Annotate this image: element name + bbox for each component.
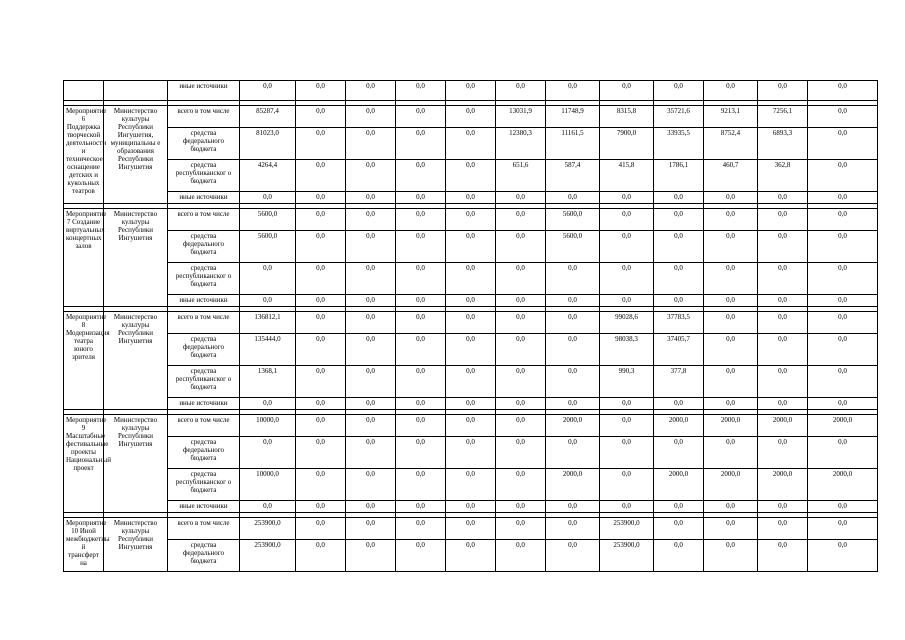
value-cell: 0,0: [396, 437, 446, 469]
value-cell: 10000,0: [240, 415, 296, 437]
value-cell: 0,0: [808, 81, 878, 101]
value-cell: 0,0: [346, 128, 396, 160]
value-cell: 0,0: [808, 160, 878, 192]
table-row: [64, 263, 878, 295]
value-cell: 0,0: [240, 263, 296, 295]
value-cell: 0,0: [600, 263, 654, 295]
value-cell: 0,0: [600, 437, 654, 469]
value-cell: 0,0: [654, 398, 704, 410]
funding-source-cell: всего в том числе: [168, 415, 240, 437]
value-cell: 0,0: [446, 295, 496, 307]
value-cell: 0,0: [546, 263, 600, 295]
funding-source-cell: всего в том числе: [168, 518, 240, 540]
funding-source-cell: средства федерального бюджета: [168, 540, 240, 572]
value-cell: 0,0: [758, 540, 808, 572]
value-cell: 0,0: [396, 209, 446, 231]
value-cell: 0,0: [296, 209, 346, 231]
funding-source-cell: всего в том числе: [168, 106, 240, 128]
value-cell: 0,0: [346, 334, 396, 366]
funding-table: [63, 80, 878, 572]
value-cell: 0,0: [496, 295, 546, 307]
funding-source-cell: средства республиканског о бюджета: [168, 263, 240, 295]
value-cell: 5600,0: [240, 209, 296, 231]
value-cell: 0,0: [446, 415, 496, 437]
value-cell: 0,0: [396, 366, 446, 398]
value-cell: 0,0: [758, 518, 808, 540]
activity-name-cell: Мероприятие 8 Модернизация театра юного зрителя: [64, 312, 104, 410]
value-cell: 0,0: [546, 81, 600, 101]
value-cell: 13031,9: [496, 106, 546, 128]
value-cell: 0,0: [600, 501, 654, 513]
value-cell: 0,0: [346, 160, 396, 192]
value-cell: 253900,0: [240, 518, 296, 540]
value-cell: 2000,0: [808, 469, 878, 501]
value-cell: 0,0: [496, 415, 546, 437]
value-cell: 0,0: [704, 366, 758, 398]
value-cell: 85287,4: [240, 106, 296, 128]
value-cell: 0,0: [496, 437, 546, 469]
table-row: [64, 437, 878, 469]
value-cell: 0,0: [396, 106, 446, 128]
value-cell: 0,0: [296, 469, 346, 501]
table-row: [64, 231, 878, 263]
value-cell: 0,0: [704, 209, 758, 231]
value-cell: 5600,0: [240, 231, 296, 263]
value-cell: 0,0: [808, 518, 878, 540]
value-cell: 0,0: [446, 128, 496, 160]
value-cell: 0,0: [346, 366, 396, 398]
table-row: [64, 469, 878, 501]
value-cell: 253900,0: [240, 540, 296, 572]
value-cell: 0,0: [296, 192, 346, 204]
value-cell: 0,0: [240, 81, 296, 101]
value-cell: 0,0: [704, 518, 758, 540]
value-cell: 0,0: [704, 540, 758, 572]
value-cell: 0,0: [704, 192, 758, 204]
value-cell: 0,0: [546, 398, 600, 410]
value-cell: 0,0: [296, 518, 346, 540]
value-cell: 0,0: [296, 540, 346, 572]
value-cell: 0,0: [446, 518, 496, 540]
value-cell: 0,0: [346, 231, 396, 263]
value-cell: 0,0: [496, 312, 546, 334]
value-cell: 0,0: [808, 366, 878, 398]
value-cell: 0,0: [396, 263, 446, 295]
value-cell: 5600,0: [546, 209, 600, 231]
value-cell: 0,0: [496, 398, 546, 410]
funding-source-cell: средства республиканског о бюджета: [168, 160, 240, 192]
table-row: [64, 501, 878, 513]
value-cell: 81023,0: [240, 128, 296, 160]
executor-cell: Министерство культуры Республики Ингушетия: [104, 312, 168, 410]
value-cell: 0,0: [808, 398, 878, 410]
value-cell: 0,0: [446, 334, 496, 366]
value-cell: 253900,0: [600, 518, 654, 540]
value-cell: 98038,3: [600, 334, 654, 366]
table-row: [64, 312, 878, 334]
value-cell: 2000,0: [546, 415, 600, 437]
value-cell: 377,8: [654, 366, 704, 398]
value-cell: 0,0: [396, 334, 446, 366]
value-cell: 8315,8: [600, 106, 654, 128]
value-cell: 0,0: [240, 398, 296, 410]
value-cell: 0,0: [758, 501, 808, 513]
value-cell: 0,0: [496, 469, 546, 501]
value-cell: 0,0: [446, 469, 496, 501]
value-cell: 135444,0: [240, 334, 296, 366]
value-cell: 0,0: [808, 209, 878, 231]
activity-name-cell: [64, 81, 104, 101]
value-cell: 0,0: [546, 334, 600, 366]
value-cell: 11161,5: [546, 128, 600, 160]
value-cell: 0,0: [808, 540, 878, 572]
value-cell: 0,0: [396, 518, 446, 540]
value-cell: 2000,0: [704, 469, 758, 501]
funding-source-cell: средства федерального бюджета: [168, 437, 240, 469]
value-cell: 0,0: [446, 263, 496, 295]
value-cell: 0,0: [396, 192, 446, 204]
value-cell: 0,0: [240, 437, 296, 469]
value-cell: 0,0: [808, 437, 878, 469]
value-cell: 0,0: [496, 81, 546, 101]
value-cell: 0,0: [296, 415, 346, 437]
value-cell: 0,0: [654, 209, 704, 231]
value-cell: 2000,0: [758, 469, 808, 501]
value-cell: 0,0: [496, 518, 546, 540]
value-cell: 0,0: [654, 501, 704, 513]
value-cell: 0,0: [496, 192, 546, 204]
value-cell: 0,0: [346, 469, 396, 501]
value-cell: 0,0: [346, 106, 396, 128]
value-cell: 2000,0: [808, 415, 878, 437]
value-cell: 0,0: [296, 106, 346, 128]
funding-source-cell: всего в том числе: [168, 209, 240, 231]
value-cell: 0,0: [704, 501, 758, 513]
funding-source-cell: иные источники: [168, 398, 240, 410]
value-cell: 0,0: [496, 209, 546, 231]
value-cell: 2000,0: [654, 415, 704, 437]
value-cell: 0,0: [808, 334, 878, 366]
funding-source-cell: всего в том числе: [168, 312, 240, 334]
value-cell: 0,0: [600, 81, 654, 101]
value-cell: 460,7: [704, 160, 758, 192]
value-cell: 7256,1: [758, 106, 808, 128]
value-cell: 415,8: [600, 160, 654, 192]
value-cell: 0,0: [346, 81, 396, 101]
value-cell: 0,0: [808, 231, 878, 263]
value-cell: 0,0: [758, 312, 808, 334]
value-cell: 0,0: [654, 263, 704, 295]
funding-source-cell: средства федерального бюджета: [168, 231, 240, 263]
table-row: [64, 209, 878, 231]
value-cell: 0,0: [704, 231, 758, 263]
value-cell: 0,0: [758, 231, 808, 263]
value-cell: 0,0: [600, 192, 654, 204]
value-cell: 35721,6: [654, 106, 704, 128]
value-cell: 0,0: [346, 415, 396, 437]
value-cell: 0,0: [446, 81, 496, 101]
value-cell: 0,0: [296, 501, 346, 513]
value-cell: 0,0: [600, 469, 654, 501]
value-cell: 0,0: [600, 415, 654, 437]
table-row: [64, 106, 878, 128]
value-cell: 33935,5: [654, 128, 704, 160]
activity-name-cell: Мероприятие 10 Иной межбюджетны й трансферт на: [64, 518, 104, 572]
value-cell: 0,0: [496, 334, 546, 366]
value-cell: 0,0: [758, 437, 808, 469]
value-cell: 0,0: [296, 437, 346, 469]
value-cell: 0,0: [296, 231, 346, 263]
value-cell: 0,0: [758, 192, 808, 204]
table-row: [64, 518, 878, 540]
value-cell: 0,0: [758, 209, 808, 231]
value-cell: 0,0: [396, 501, 446, 513]
value-cell: 0,0: [396, 398, 446, 410]
value-cell: 0,0: [654, 518, 704, 540]
value-cell: 0,0: [296, 160, 346, 192]
table-row: [64, 398, 878, 410]
value-cell: 0,0: [758, 81, 808, 101]
table-row: [64, 295, 878, 307]
value-cell: 0,0: [346, 192, 396, 204]
value-cell: 0,0: [296, 295, 346, 307]
funding-source-cell: средства федерального бюджета: [168, 128, 240, 160]
value-cell: 7900,0: [600, 128, 654, 160]
value-cell: 0,0: [546, 501, 600, 513]
value-cell: 0,0: [758, 334, 808, 366]
value-cell: 0,0: [346, 312, 396, 334]
value-cell: 0,0: [546, 192, 600, 204]
value-cell: 0,0: [546, 540, 600, 572]
value-cell: 0,0: [654, 540, 704, 572]
value-cell: 0,0: [808, 106, 878, 128]
value-cell: 0,0: [600, 231, 654, 263]
value-cell: 0,0: [808, 501, 878, 513]
value-cell: 0,0: [346, 540, 396, 572]
value-cell: 0,0: [758, 398, 808, 410]
funding-source-cell: средства федерального бюджета: [168, 334, 240, 366]
value-cell: 0,0: [346, 263, 396, 295]
value-cell: 0,0: [546, 295, 600, 307]
value-cell: 0,0: [296, 81, 346, 101]
activity-name-cell: Мероприятие 7 Создание виртуальных концертных залов: [64, 209, 104, 307]
value-cell: 0,0: [396, 160, 446, 192]
funding-source-cell: иные источники: [168, 192, 240, 204]
executor-cell: Министерство культуры Республики Ингушетия: [104, 415, 168, 513]
value-cell: 0,0: [600, 209, 654, 231]
value-cell: 587,4: [546, 160, 600, 192]
value-cell: 0,0: [704, 437, 758, 469]
value-cell: 0,0: [346, 501, 396, 513]
value-cell: 0,0: [546, 437, 600, 469]
value-cell: 0,0: [346, 518, 396, 540]
executor-cell: Министерство культуры Республики Ингушетия: [104, 209, 168, 307]
value-cell: 0,0: [346, 398, 396, 410]
value-cell: 362,8: [758, 160, 808, 192]
value-cell: 0,0: [296, 128, 346, 160]
value-cell: 0,0: [654, 231, 704, 263]
table-row: [64, 366, 878, 398]
value-cell: 0,0: [600, 398, 654, 410]
value-cell: 0,0: [546, 312, 600, 334]
value-cell: 2000,0: [654, 469, 704, 501]
value-cell: 0,0: [446, 501, 496, 513]
value-cell: 12380,3: [496, 128, 546, 160]
value-cell: 2000,0: [704, 415, 758, 437]
funding-source-cell: средства республиканског о бюджета: [168, 469, 240, 501]
value-cell: 5600,0: [546, 231, 600, 263]
table-row: [64, 415, 878, 437]
value-cell: 0,0: [808, 295, 878, 307]
value-cell: 0,0: [396, 128, 446, 160]
value-cell: 0,0: [446, 192, 496, 204]
table-row: [64, 160, 878, 192]
table-row: [64, 192, 878, 204]
funding-source-cell: иные источники: [168, 295, 240, 307]
executor-cell: [104, 81, 168, 101]
value-cell: 0,0: [240, 192, 296, 204]
activity-name-cell: Мероприятие 6 Поддержка творческой деятельности и техническое оснащение детских и кукольных театров: [64, 106, 104, 204]
value-cell: 0,0: [654, 437, 704, 469]
value-cell: 0,0: [296, 263, 346, 295]
value-cell: 0,0: [346, 437, 396, 469]
value-cell: 4264,4: [240, 160, 296, 192]
value-cell: 0,0: [704, 398, 758, 410]
funding-source-cell: средства республиканског о бюджета: [168, 366, 240, 398]
value-cell: 0,0: [808, 263, 878, 295]
funding-source-cell: иные источники: [168, 501, 240, 513]
value-cell: 0,0: [446, 366, 496, 398]
value-cell: 0,0: [758, 295, 808, 307]
value-cell: 0,0: [704, 295, 758, 307]
value-cell: 0,0: [808, 128, 878, 160]
value-cell: 0,0: [704, 81, 758, 101]
table-row: [64, 540, 878, 572]
value-cell: 99028,6: [600, 312, 654, 334]
value-cell: 0,0: [240, 501, 296, 513]
value-cell: 0,0: [496, 366, 546, 398]
value-cell: 0,0: [296, 366, 346, 398]
value-cell: 0,0: [396, 81, 446, 101]
value-cell: 0,0: [808, 192, 878, 204]
value-cell: 11748,9: [546, 106, 600, 128]
value-cell: 0,0: [600, 295, 654, 307]
value-cell: 136812,1: [240, 312, 296, 334]
value-cell: 0,0: [808, 312, 878, 334]
value-cell: 990,3: [600, 366, 654, 398]
executor-cell: Министерство культуры Республики Ингушетия, муниципальны е образования Республики Ингушетия: [104, 106, 168, 204]
executor-cell: Министерство культуры Республики Ингушетия: [104, 518, 168, 572]
table-row: [64, 128, 878, 160]
table-row: [64, 81, 878, 101]
value-cell: 0,0: [654, 81, 704, 101]
value-cell: 0,0: [346, 209, 396, 231]
value-cell: 0,0: [396, 415, 446, 437]
value-cell: 6893,3: [758, 128, 808, 160]
value-cell: 0,0: [446, 312, 496, 334]
value-cell: 2000,0: [758, 415, 808, 437]
value-cell: 0,0: [496, 263, 546, 295]
value-cell: 0,0: [396, 469, 446, 501]
value-cell: 0,0: [654, 295, 704, 307]
value-cell: 2000,0: [546, 469, 600, 501]
value-cell: 0,0: [704, 263, 758, 295]
value-cell: 8752,4: [704, 128, 758, 160]
activity-name-cell: Мероприятие 9 Масштабные фестивальные проекты Национальный проект: [64, 415, 104, 513]
value-cell: 0,0: [758, 366, 808, 398]
value-cell: 0,0: [446, 160, 496, 192]
value-cell: 0,0: [346, 295, 396, 307]
value-cell: 0,0: [758, 263, 808, 295]
value-cell: 0,0: [496, 501, 546, 513]
value-cell: 0,0: [296, 334, 346, 366]
value-cell: 0,0: [396, 295, 446, 307]
value-cell: 0,0: [446, 398, 496, 410]
value-cell: 37783,5: [654, 312, 704, 334]
value-cell: 651,6: [496, 160, 546, 192]
value-cell: 10000,0: [240, 469, 296, 501]
value-cell: 0,0: [546, 518, 600, 540]
value-cell: 0,0: [446, 437, 496, 469]
value-cell: 37405,7: [654, 334, 704, 366]
value-cell: 0,0: [496, 231, 546, 263]
value-cell: 1368,1: [240, 366, 296, 398]
value-cell: 0,0: [704, 334, 758, 366]
value-cell: 1786,1: [654, 160, 704, 192]
value-cell: 0,0: [396, 231, 446, 263]
value-cell: 0,0: [446, 209, 496, 231]
value-cell: 0,0: [496, 540, 546, 572]
value-cell: 0,0: [240, 295, 296, 307]
value-cell: 0,0: [446, 540, 496, 572]
value-cell: 0,0: [396, 540, 446, 572]
value-cell: 0,0: [704, 312, 758, 334]
value-cell: 0,0: [296, 398, 346, 410]
value-cell: 0,0: [296, 312, 346, 334]
value-cell: 0,0: [546, 366, 600, 398]
table-row: [64, 334, 878, 366]
value-cell: 0,0: [446, 106, 496, 128]
value-cell: 0,0: [446, 231, 496, 263]
value-cell: 253900,0: [600, 540, 654, 572]
value-cell: 9213,1: [704, 106, 758, 128]
value-cell: 0,0: [396, 312, 446, 334]
funding-source-cell: иные источники: [168, 81, 240, 101]
value-cell: 0,0: [654, 192, 704, 204]
